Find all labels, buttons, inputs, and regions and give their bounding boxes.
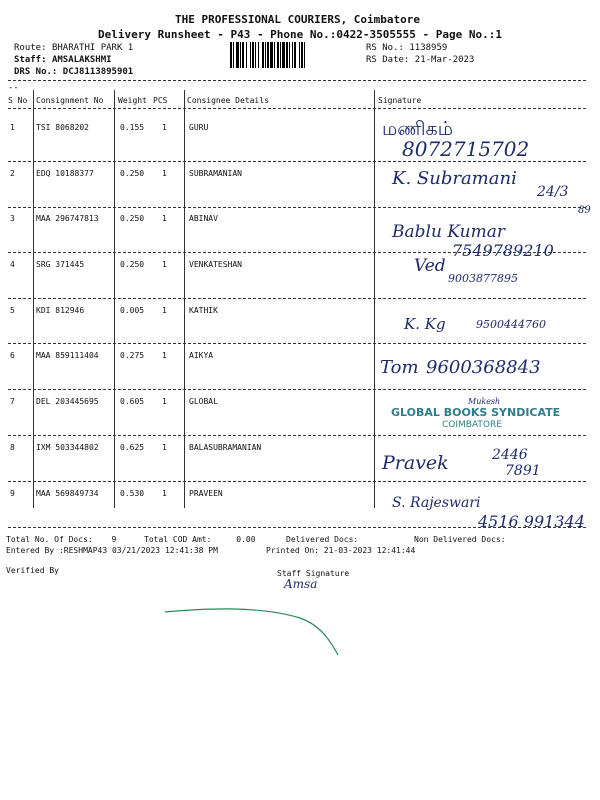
- col-header-signature: Signature: [378, 96, 422, 105]
- row-weight: 0.250: [120, 214, 145, 223]
- rs-date-field: [366, 55, 474, 65]
- signature-row-2-extra: 89: [578, 205, 591, 216]
- entered-by: Entered By :RESHMAP43 03/21/2023 12:41:38 PM: [6, 546, 218, 555]
- signature-row-3-phone: 7549789210: [452, 241, 554, 260]
- row-pcs: 1: [162, 260, 167, 269]
- drs-value: DCJ8113895901: [62, 67, 134, 77]
- divider: [8, 80, 586, 81]
- runsheet-title: Delivery Runsheet - P43 - Phone No.:0422-3505555 - Page No.:1: [98, 28, 502, 41]
- row-consignment: MAA 859111404: [36, 351, 99, 360]
- signature-row-8-b: 7891: [505, 463, 541, 479]
- row-pcs: 1: [162, 489, 167, 498]
- divider: [8, 298, 586, 299]
- row-consignee: KATHIK: [189, 306, 218, 315]
- column-rule: [33, 90, 34, 508]
- row-sno: 2: [10, 169, 15, 178]
- row-sno: 1: [10, 123, 15, 132]
- staff-value: AMSALAKSHMI: [51, 55, 112, 65]
- drs-field: [14, 67, 133, 77]
- route-value: BHARATHI PARK 1: [51, 43, 134, 53]
- scribble-stroke: [165, 609, 338, 655]
- barcode: [230, 42, 355, 68]
- total-cod-label: Total COD Amt:: [144, 535, 212, 544]
- signature-row-1-phone: 8072715702: [402, 137, 530, 161]
- signature-row-6: Tom: [380, 357, 419, 378]
- col-header-pcs: PCS: [153, 96, 168, 105]
- col-header-weight: Weight: [118, 96, 147, 105]
- staff-field: [14, 55, 112, 65]
- rs-no-field: [366, 43, 447, 53]
- row-consignment: MAA 569849734: [36, 489, 99, 498]
- signature-row-8-a: 2446: [492, 447, 528, 463]
- total-cod: [144, 535, 256, 544]
- divider: [8, 161, 586, 162]
- signature-row-6-phone: 9600368843: [426, 357, 541, 378]
- divider: [8, 481, 586, 482]
- row-pcs: 1: [162, 214, 167, 223]
- signature-row-2-date: 24/3: [537, 184, 569, 200]
- delivered-docs-label: Delivered Docs:: [286, 535, 359, 544]
- row-pcs: 1: [162, 397, 167, 406]
- staff-signature: Amsa: [284, 577, 318, 591]
- row-pcs: 1: [162, 351, 167, 360]
- row-consignment: EDQ 10188377: [36, 169, 94, 178]
- row-consignment: IXM 503344802: [36, 443, 99, 452]
- row-weight: 0.625: [120, 443, 145, 452]
- verified-by: Verified By: [6, 566, 59, 575]
- signature-row-7: Mukesh: [468, 397, 501, 406]
- signature-row-5-phone: 9500444760: [476, 318, 546, 331]
- signature-row-3: Bablu Kumar: [392, 222, 505, 242]
- col-header-consignee: Consignee Details: [187, 96, 269, 105]
- row-consignee: GURU: [189, 123, 209, 132]
- row-weight: 0.530: [120, 489, 145, 498]
- divider: [8, 343, 586, 344]
- row-consignment: MAA 296747813: [36, 214, 99, 223]
- signature-row-9-phone: 4516 991344: [478, 512, 585, 531]
- row-sno: 9: [10, 489, 15, 498]
- row-sno: 3: [10, 214, 15, 223]
- row-consignee: AIKYA: [189, 351, 214, 360]
- column-rule: [184, 90, 185, 508]
- divider: [8, 207, 586, 208]
- divider: [8, 389, 586, 390]
- barcode-bar: [305, 42, 307, 68]
- signature-row-4: Ved: [414, 256, 446, 276]
- row-consignee: GLOBAL: [189, 397, 218, 406]
- row-consignee: ABINAV: [189, 214, 218, 223]
- row-pcs: 1: [162, 123, 167, 132]
- company-title: THE PROFESSIONAL COURIERS, Coimbatore: [175, 13, 421, 26]
- row-pcs: 1: [162, 169, 167, 178]
- signature-row-1: மணிகம்: [382, 118, 453, 140]
- row-sno: 6: [10, 351, 15, 360]
- row-weight: 0.250: [120, 260, 145, 269]
- row-pcs: 1: [162, 306, 167, 315]
- row-sno: 7: [10, 397, 15, 406]
- row-weight: 0.275: [120, 351, 145, 360]
- total-docs-value: 9: [111, 535, 117, 544]
- divider: [8, 435, 586, 436]
- row-sno: 4: [10, 260, 15, 269]
- col-header-sno: S No: [8, 96, 28, 105]
- rs-no-value: 1138959: [409, 43, 448, 53]
- stamp-global-books: GLOBAL BOOKS SYNDICATE: [391, 406, 561, 419]
- stamp-coimbatore: COIMBATORE: [442, 420, 502, 430]
- staff-signature-label: Staff Signature: [277, 569, 350, 578]
- total-docs-label: Total No. Of Docs:: [6, 535, 93, 544]
- row-weight: 0.155: [120, 123, 145, 132]
- rs-date-label: RS Date:: [366, 55, 410, 65]
- column-rule: [374, 90, 375, 508]
- row-weight: 0.605: [120, 397, 145, 406]
- signature-row-4-phone: 9003877895: [448, 272, 518, 285]
- non-delivered-docs-label: Non Delivered Docs:: [414, 535, 506, 544]
- route-label: Route:: [14, 43, 47, 53]
- staff-label: Staff:: [14, 55, 47, 65]
- route-field: [14, 43, 133, 53]
- row-consignee: VENKATESHAN: [189, 260, 242, 269]
- pen-scribble: [160, 600, 360, 660]
- row-weight: 0.250: [120, 169, 145, 178]
- printed-on: Printed On: 21-03-2023 12:41:44: [266, 546, 416, 555]
- row-consignee: PRAVEEN: [189, 489, 223, 498]
- signature-row-2: K. Subramani: [392, 168, 517, 189]
- row-consignment: SRG 371445: [36, 260, 85, 269]
- row-consignee: BALASUBRAMANIAN: [189, 443, 262, 452]
- rs-date-value: 21-Mar-2023: [414, 55, 475, 65]
- drs-label: DRS No.:: [14, 67, 58, 77]
- row-sno: 5: [10, 306, 15, 315]
- signature-row-8: Pravek: [382, 452, 449, 474]
- row-sno: 8: [10, 443, 15, 452]
- row-consignment: DEL 203445695: [36, 397, 99, 406]
- signature-row-9: S. Rajeswari: [392, 495, 481, 511]
- row-weight: 0.005: [120, 306, 145, 315]
- total-docs: [6, 535, 116, 544]
- col-header-consignment: Consignment No: [36, 96, 104, 105]
- row-pcs: 1: [162, 443, 167, 452]
- row-consignment: KDI 812946: [36, 306, 85, 315]
- total-cod-value: 0.00: [236, 535, 256, 544]
- rs-no-label: RS No.:: [366, 43, 404, 53]
- divider: [8, 108, 586, 109]
- column-rule: [114, 90, 115, 508]
- row-consignee: SUBRAMANIAN: [189, 169, 242, 178]
- row-consignment: TSI 8068202: [36, 123, 89, 132]
- signature-row-5: K. Kg: [404, 315, 446, 333]
